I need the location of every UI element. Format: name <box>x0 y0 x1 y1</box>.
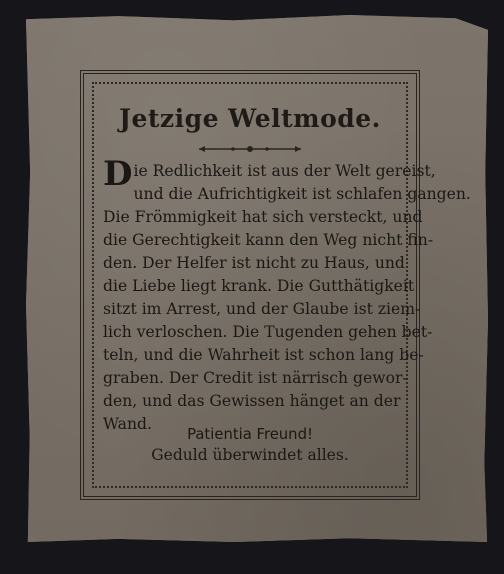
text-line: Die Frömmigkeit hat sich versteckt, und <box>103 208 423 226</box>
body-text <box>103 154 471 436</box>
text-line: graben. Der Credit ist närrisch gewor- <box>103 369 408 387</box>
text-line: teln, und die Wahrheit ist schon lang be- <box>103 346 424 364</box>
motto-line-2: Geduld überwindet alles. <box>151 446 349 464</box>
motto <box>100 424 400 466</box>
text-line: Wand. <box>103 415 152 433</box>
text-line: sitzt im Arrest, und der Glaube ist ziem- <box>103 300 421 318</box>
text-line: lich verloschen. Die Tugenden gehen bet- <box>103 323 433 341</box>
document-title: Jetzige Weltmode. <box>119 104 381 133</box>
title-ornament-icon <box>195 144 305 154</box>
text-line: und die Aufrichtigkeit ist schlafen gangen. <box>133 185 471 203</box>
motto-line-1: Patientia Freund! <box>187 426 313 443</box>
text-line: den, und das Gewissen hänget an der <box>103 392 401 410</box>
text-line: den. Der Helfer ist nicht zu Haus, und <box>103 254 405 272</box>
drop-cap: D <box>103 154 133 194</box>
text-line: die Liebe liegt krank. Die Gutthätigkeit <box>103 277 415 295</box>
text-line: Die Redlichkeit ist aus der Welt gereist, <box>103 154 436 194</box>
text-line: die Gerechtigkeit kann den Weg nicht fin- <box>103 231 434 249</box>
